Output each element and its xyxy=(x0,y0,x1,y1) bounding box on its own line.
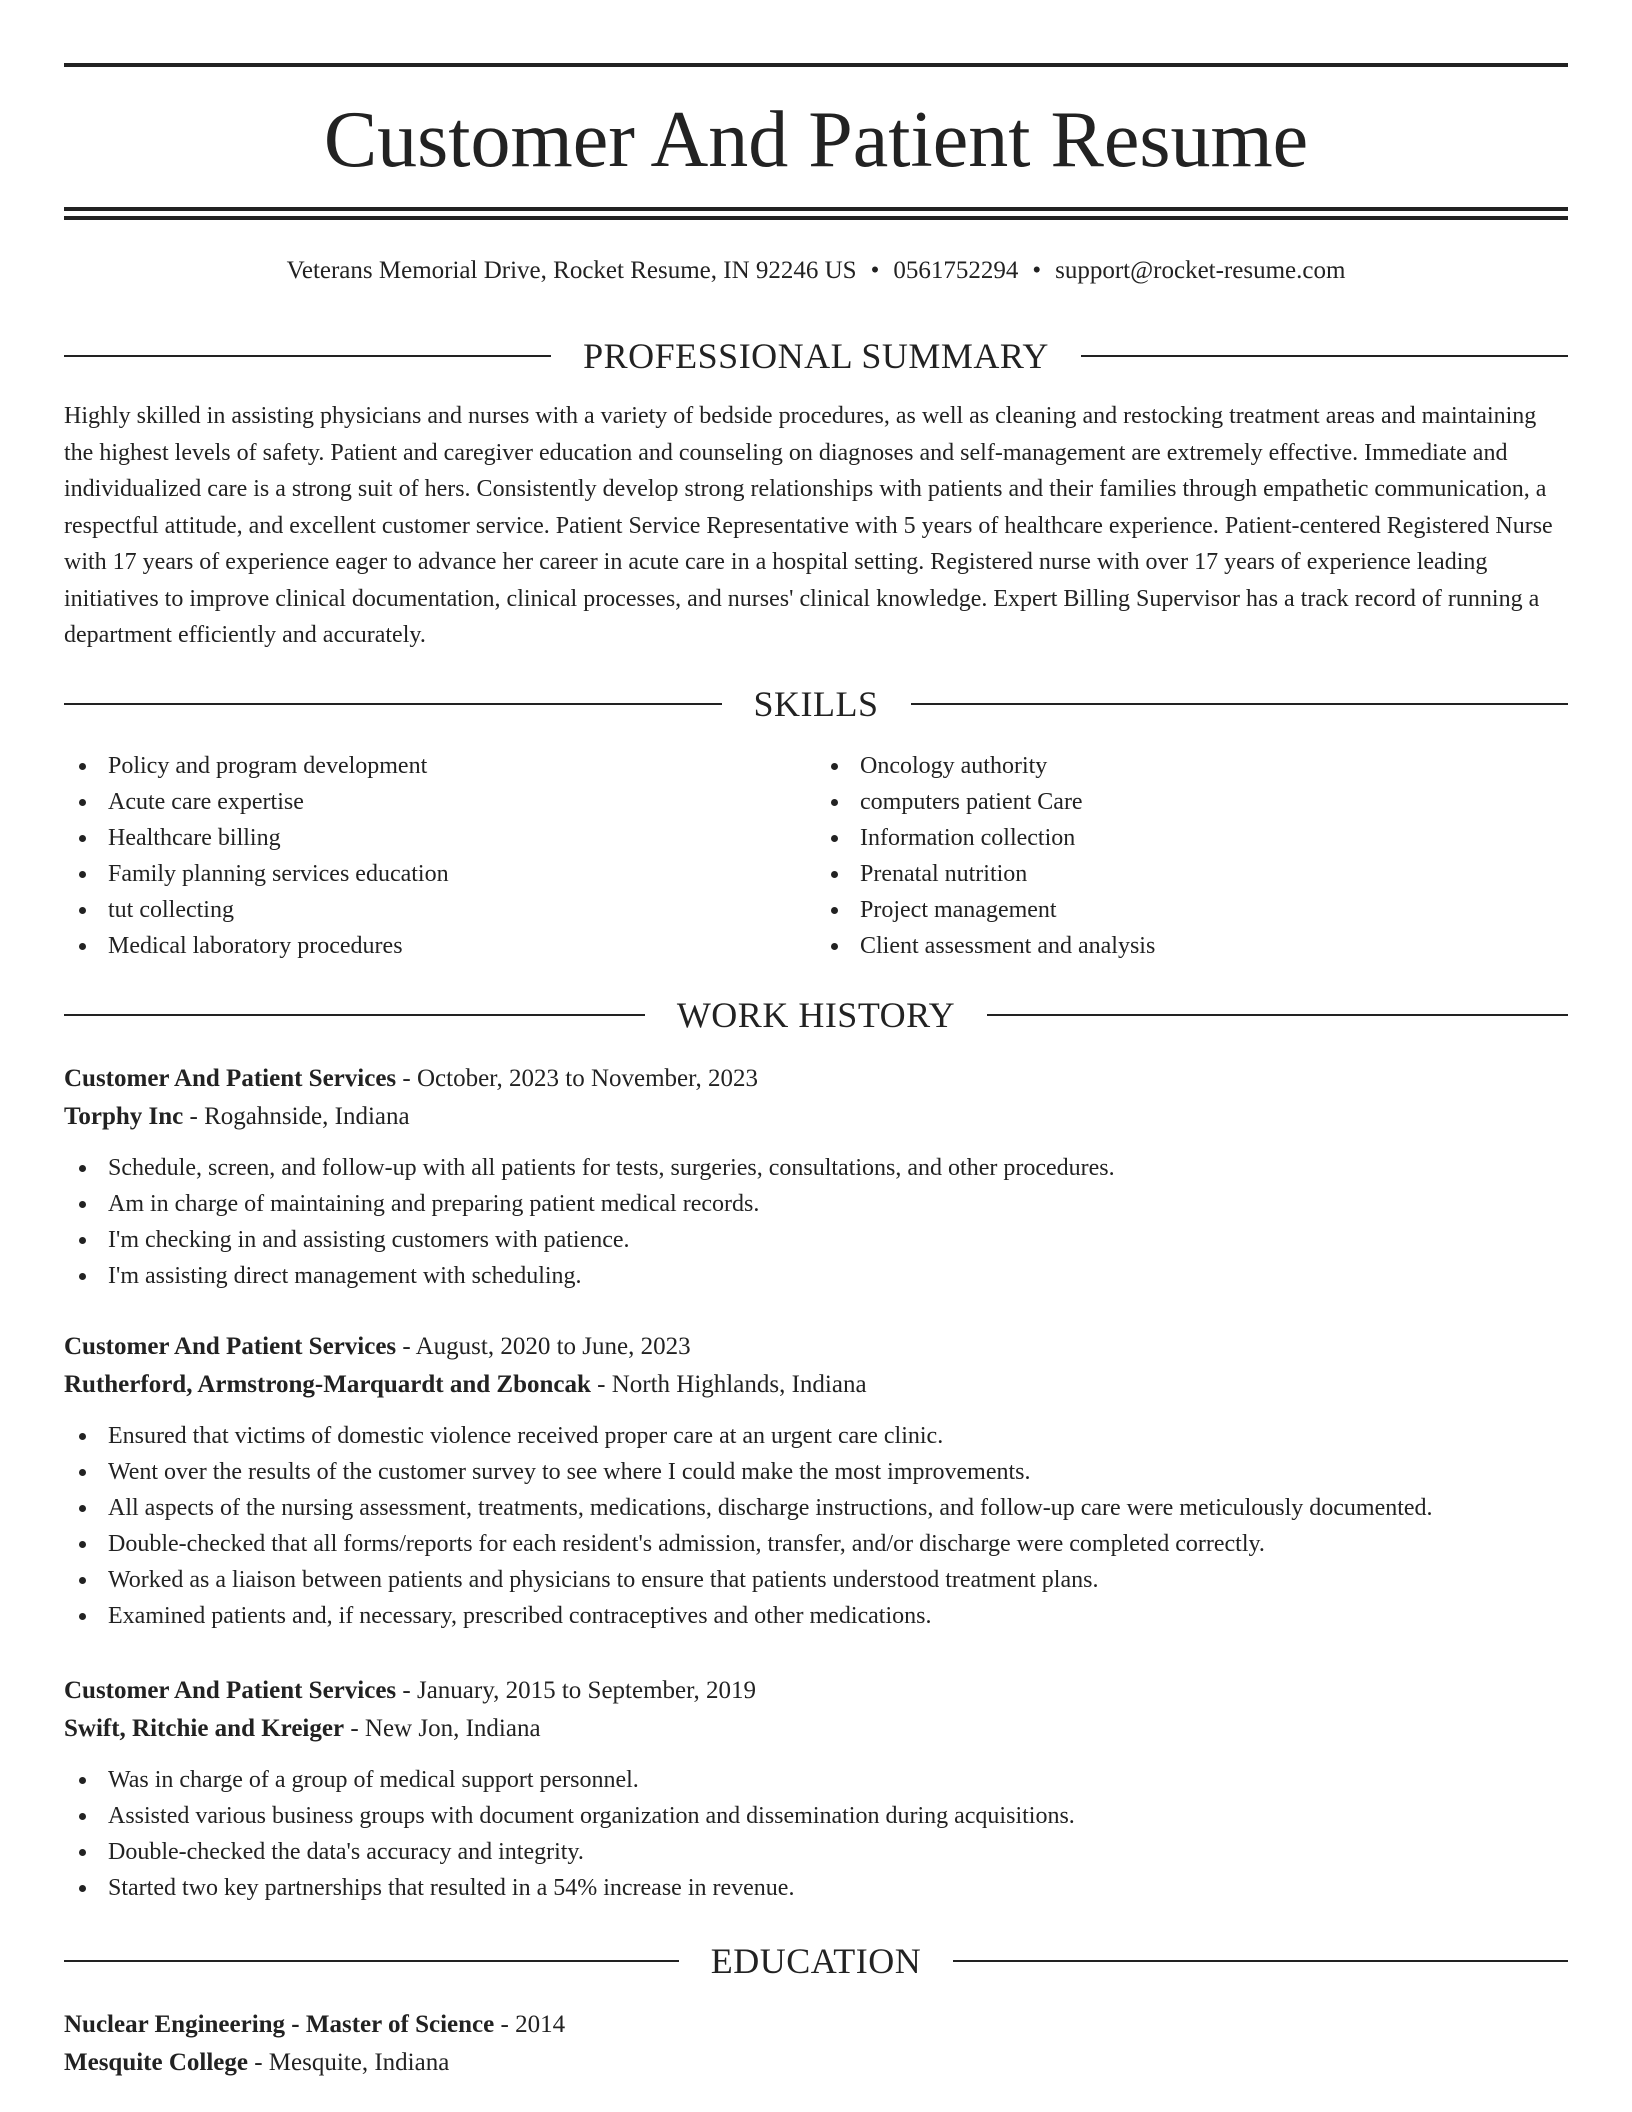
education-year: - 2014 xyxy=(494,2011,566,2038)
job-duty: Schedule, screen, and follow-up with all patients for tests, surgeries, consultations, and other procedures. xyxy=(64,1150,1568,1186)
contact-email: support@rocket-resume.com xyxy=(1055,257,1346,284)
job-duty: All aspects of the nursing assessment, treatments, medications, discharge instructions, and follow-up care were meticulously documented. xyxy=(64,1490,1568,1526)
section-divider xyxy=(64,1960,679,1962)
job-company-line xyxy=(64,1098,1568,1136)
job-title: Customer And Patient Services xyxy=(64,1333,397,1360)
job-dates: - August, 2020 to June, 2023 xyxy=(396,1333,691,1360)
skill-item: Family planning services education xyxy=(64,856,816,892)
job-duties xyxy=(64,1418,1568,1634)
skill-item: Information collection xyxy=(816,820,1568,856)
job-location: - North Highlands, Indiana xyxy=(590,1371,867,1398)
skill-item: computers patient Care xyxy=(816,784,1568,820)
skill-item: tut collecting xyxy=(64,892,816,928)
education-school-line xyxy=(64,2044,1568,2082)
job-duties xyxy=(64,1762,1568,1906)
job-title: Customer And Patient Services xyxy=(64,1677,397,1704)
section-divider xyxy=(911,703,1569,705)
job-company: Rutherford, Armstrong-Marquardt and Zboncak xyxy=(64,1371,591,1398)
job-title-line xyxy=(64,1328,1568,1366)
job-title: Customer And Patient Services xyxy=(64,1065,397,1092)
skill-item: Acute care expertise xyxy=(64,784,816,820)
job-title-line xyxy=(64,1672,1568,1710)
work-heading: WORK HISTORY xyxy=(676,995,956,1035)
job-title-line xyxy=(64,1060,1568,1098)
skill-item: Policy and program development xyxy=(64,748,816,784)
skills-section-heading xyxy=(64,682,1568,726)
job-location: - New Jon, Indiana xyxy=(344,1715,541,1742)
contact-separator: • xyxy=(870,257,880,284)
job-dates: - October, 2023 to November, 2023 xyxy=(396,1065,758,1092)
summary-section-heading xyxy=(64,334,1568,378)
skill-item: Project management xyxy=(816,892,1568,928)
skill-item: Prenatal nutrition xyxy=(816,856,1568,892)
skill-item: Client assessment and analysis xyxy=(816,928,1568,964)
job-company-line xyxy=(64,1366,1568,1404)
job-entry xyxy=(64,1060,1568,1294)
job-company: Torphy Inc xyxy=(64,1103,184,1130)
job-duty: Was in charge of a group of medical support personnel. xyxy=(64,1762,1568,1798)
summary-text: Highly skilled in assisting physicians and nurses with a variety of bedside procedures, as well as cleaning and restocking treatment areas and maintaining the highest levels of safety. Patient and caregiver education and counseling on diagnoses and self-management are extremely effective. Immediate and individualized care is a strong suit of hers. Consistently develop strong relationships with patients and their families through empathetic communication, a respectful attitude, and excellent customer service. Patient Service Representative with 5 years of healthcare experience. Patient-centered Registered Nurse with 17 years of experience eager to advance her career in acute care in a hospital setting. Registered nurse with over 17 years of experience leading initiatives to improve clinical documentation, clinical processes, and nurses' clinical knowledge. Expert Billing Supervisor has a track record of running a department efficiently and accurately. xyxy=(64,403,1553,648)
resume-title: Customer And Patient Resume xyxy=(323,96,1309,184)
contact-address: Veterans Memorial Drive, Rocket Resume, IN 92246 US xyxy=(286,257,857,284)
job-duty: Double-checked the data's accuracy and integrity. xyxy=(64,1834,1568,1870)
education-entry xyxy=(64,2006,1568,2096)
skill-item: Oncology authority xyxy=(816,748,1568,784)
job-duty: I'm checking in and assisting customers with patience. xyxy=(64,1222,1568,1258)
job-company-line xyxy=(64,1710,1568,1748)
job-duty: Examined patients and, if necessary, prescribed contraceptives and other medications. xyxy=(64,1598,1568,1634)
job-location: - Rogahnside, Indiana xyxy=(183,1103,410,1130)
education-section-heading xyxy=(64,1939,1568,1983)
education-degree-line xyxy=(64,2006,1568,2044)
skills-column-left xyxy=(64,748,816,964)
job-duty: Went over the results of the customer survey to see where I could make the most improvements. xyxy=(64,1454,1568,1490)
section-divider xyxy=(1081,355,1568,357)
job-company: Swift, Ritchie and Kreiger xyxy=(64,1715,345,1742)
section-divider xyxy=(953,1960,1568,1962)
job-dates: - January, 2015 to September, 2019 xyxy=(396,1677,756,1704)
job-duty: Ensured that victims of domestic violence received proper care at an urgent care clinic. xyxy=(64,1418,1568,1454)
job-duty: Assisted various business groups with document organization and dissemination during acquisitions. xyxy=(64,1798,1568,1834)
job-duty: Worked as a liaison between patients and physicians to ensure that patients understood treatment plans. xyxy=(64,1562,1568,1598)
work-section-heading xyxy=(64,993,1568,1037)
education-degree: Nuclear Engineering - Master of Science xyxy=(64,2011,495,2038)
header-double-rule xyxy=(64,207,1568,220)
job-entry xyxy=(64,1328,1568,1634)
section-divider xyxy=(987,1014,1568,1016)
header-top-rule xyxy=(64,63,1568,67)
contact-separator: • xyxy=(1032,257,1042,284)
section-divider xyxy=(64,703,722,705)
education-school: Mesquite College xyxy=(64,2049,248,2076)
summary-heading: PROFESSIONAL SUMMARY xyxy=(583,336,1049,376)
section-divider xyxy=(64,355,551,357)
job-duty: Double-checked that all forms/reports for each resident's admission, transfer, and/or discharge were completed correctly. xyxy=(64,1526,1568,1562)
skill-item: Healthcare billing xyxy=(64,820,816,856)
contact-line xyxy=(64,254,1568,288)
skills-heading: SKILLS xyxy=(753,684,879,724)
job-duty: I'm assisting direct management with scheduling. xyxy=(64,1258,1568,1294)
contact-phone: 0561752294 xyxy=(893,257,1019,284)
section-divider xyxy=(64,1014,645,1016)
skills-list xyxy=(64,748,1568,964)
education-heading: EDUCATION xyxy=(710,1941,922,1981)
skills-column-right xyxy=(816,748,1568,964)
job-duties xyxy=(64,1150,1568,1294)
job-duty: Am in charge of maintaining and preparing patient medical records. xyxy=(64,1186,1568,1222)
job-duty: Started two key partnerships that resulted in a 54% increase in revenue. xyxy=(64,1870,1568,1906)
skill-item: Medical laboratory procedures xyxy=(64,928,816,964)
job-entry xyxy=(64,1672,1568,1906)
education-location: - Mesquite, Indiana xyxy=(247,2049,450,2076)
